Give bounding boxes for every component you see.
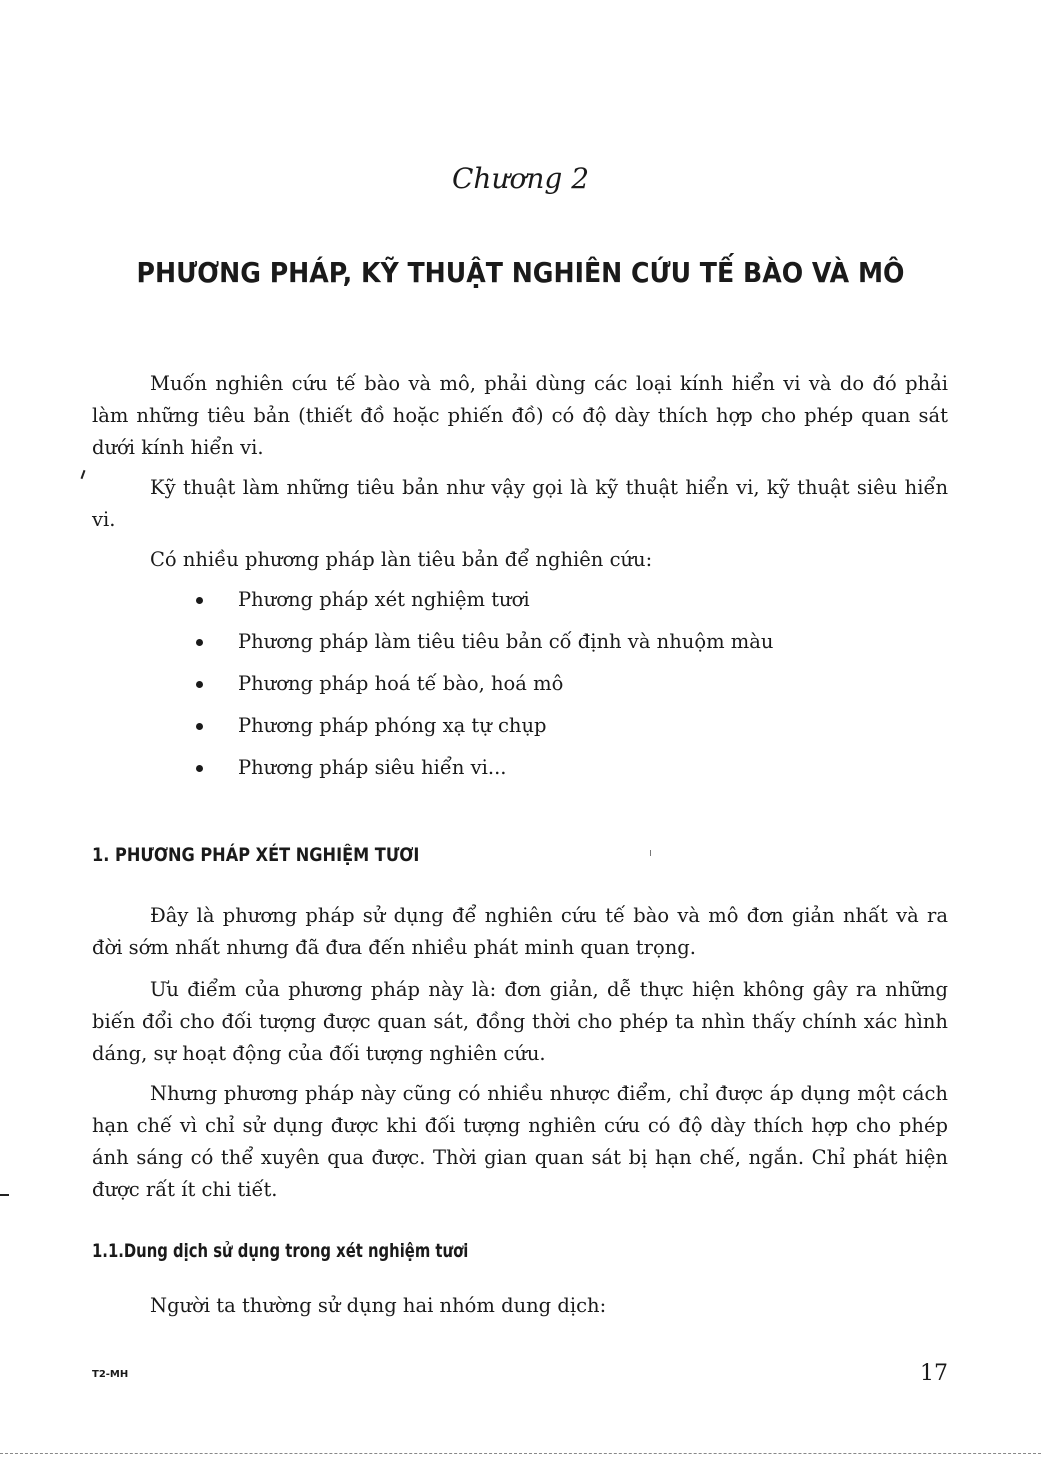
chapter-label: Chương 2 [451, 162, 590, 195]
scan-mark [650, 850, 651, 856]
list-item: Phương pháp siêu hiển vi... [92, 752, 948, 794]
intro-paragraph-2: Kỹ thuật làm những tiêu bản như vậy gọi là kỹ thuật hiển vi, kỹ thuật siêu hiển vi. [92, 476, 948, 531]
intro-paragraph-1: Muốn nghiên cứu tế bào và mô, phải dùng các loại kính hiển vi và do đó phải làm những tiêu bản (thiết đồ hoặc phiến đồ) có độ dày thích hợp cho phép quan sát dưới kính hiển vi. [92, 372, 948, 459]
section1-paragraph-3: Nhưng phương pháp này cũng có nhiều nhược điểm, chỉ được áp dụng một cách hạn chế vì chỉ sử dụng được khi đối tượng nghiên cứu có độ dày thích hợp cho phép ánh sáng có thể xuyên qua được. Thời gian quan sát bị hạn chế, ngắn. Chỉ phát hiện được rất ít chi tiết. [92, 1082, 948, 1201]
footer-code: T2-MH [92, 1369, 129, 1380]
intro-paragraph-3: Có nhiều phương pháp làn tiêu bản để nghiên cứu: [150, 548, 653, 571]
bullet-icon [196, 597, 203, 604]
section1-1-paragraph: Người ta thường sử dụng hai nhóm dung dịch: [150, 1294, 607, 1317]
scan-mark [0, 1194, 9, 1196]
methods-list [92, 584, 948, 794]
bullet-icon [196, 639, 203, 646]
section1-paragraph-1: Đây là phương pháp sử dụng để nghiên cứu tế bào và mô đơn giản nhất và ra đời sớm nhất nhưng đã đưa đến nhiều phát minh quan trọng. [92, 904, 948, 959]
page-edge-divider [0, 1453, 1041, 1454]
page-number: 17 [920, 1361, 948, 1386]
bullet-icon [196, 723, 203, 730]
scan-mark [81, 470, 86, 479]
chapter-title: PHƯƠNG PHÁP, KỸ THUẬT NGHIÊN CỨU TẾ BÀO VÀ MÔ [136, 256, 905, 289]
list-item: Phương pháp hoá tế bào, hoá mô [92, 668, 948, 710]
list-item: Phương pháp xét nghiệm tươi [92, 584, 948, 626]
bullet-icon [196, 765, 203, 772]
section1-paragraph-2: Ưu điểm của phương pháp này là: đơn giản, dễ thực hiện không gây ra những biến đổi cho đối tượng được quan sát, đồng thời cho phép ta nhìn thấy chính xác hình dáng, sự hoạt động của đối tượng nghiên cứu. [92, 978, 948, 1065]
list-item: Phương pháp làm tiêu tiêu bản cố định và nhuộm màu [92, 626, 948, 668]
bullet-icon [196, 681, 203, 688]
section-heading-1: 1. PHƯƠNG PHÁP XÉT NGHIỆM TƯƠI [92, 844, 420, 866]
section-heading-1-1: 1.1.Dung dịch sử dụng trong xét nghiệm tươi [92, 1240, 469, 1262]
list-item: Phương pháp phóng xạ tự chụp [92, 710, 948, 752]
